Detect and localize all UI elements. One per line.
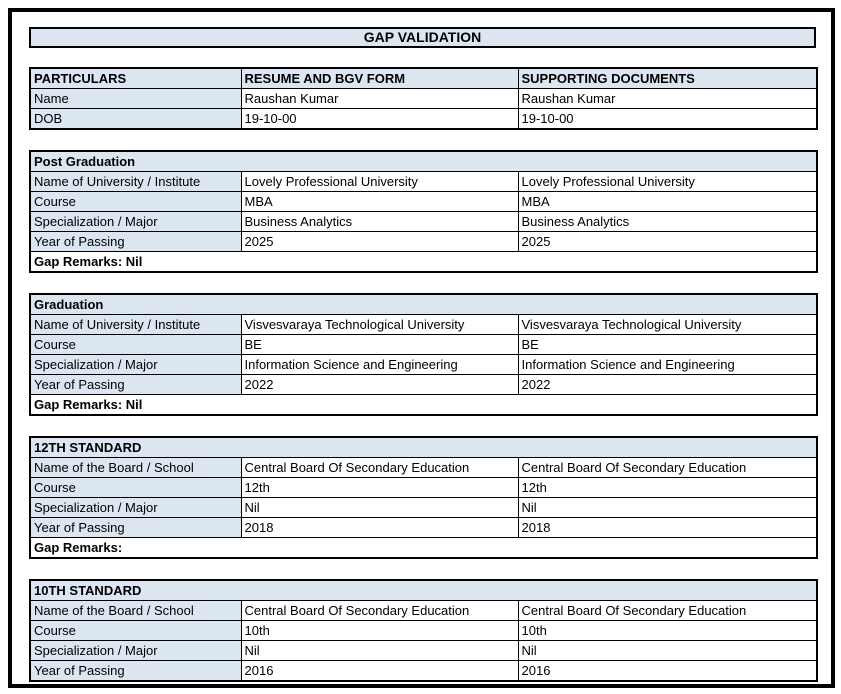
resume-value: 2018 bbox=[241, 518, 518, 538]
table-row-dob bbox=[30, 109, 817, 130]
tenth-standard-table bbox=[29, 579, 818, 682]
supporting-value: Business Analytics bbox=[518, 212, 817, 232]
table-row bbox=[30, 315, 817, 335]
resume-value: Visvesvaraya Technological University bbox=[241, 315, 518, 335]
row-label: Name of the Board / School bbox=[30, 601, 241, 621]
section-heading-row bbox=[30, 437, 817, 458]
table-row bbox=[30, 375, 817, 395]
table-row bbox=[30, 478, 817, 498]
particulars-table bbox=[29, 67, 818, 130]
resume-value: 2016 bbox=[241, 661, 518, 682]
table-row bbox=[30, 192, 817, 212]
row-label: Specialization / Major bbox=[30, 641, 241, 661]
document-frame bbox=[8, 8, 835, 688]
table-row bbox=[30, 498, 817, 518]
page-title: GAP VALIDATION bbox=[29, 27, 816, 48]
supporting-value: 12th bbox=[518, 478, 817, 498]
table-row bbox=[30, 172, 817, 192]
row-label: Specialization / Major bbox=[30, 355, 241, 375]
section-heading: 12TH STANDARD bbox=[30, 437, 817, 458]
row-label: DOB bbox=[30, 109, 241, 130]
resume-value: 19-10-00 bbox=[241, 109, 518, 130]
supporting-value: Information Science and Engineering bbox=[518, 355, 817, 375]
supporting-value: 19-10-00 bbox=[518, 109, 817, 130]
graduation-table bbox=[29, 293, 818, 416]
table-row bbox=[30, 212, 817, 232]
resume-value: Nil bbox=[241, 498, 518, 518]
document-content bbox=[12, 12, 831, 682]
supporting-value: 2022 bbox=[518, 375, 817, 395]
resume-value: BE bbox=[241, 335, 518, 355]
twelfth-standard-table bbox=[29, 436, 818, 559]
resume-value: 2025 bbox=[241, 232, 518, 252]
resume-value: Nil bbox=[241, 641, 518, 661]
supporting-value: Central Board Of Secondary Education bbox=[518, 458, 817, 478]
table-row bbox=[30, 355, 817, 375]
table-row bbox=[30, 601, 817, 621]
supporting-value: 2018 bbox=[518, 518, 817, 538]
gap-remarks-row bbox=[30, 252, 817, 273]
row-label: Course bbox=[30, 192, 241, 212]
supporting-value: Central Board Of Secondary Education bbox=[518, 601, 817, 621]
resume-value: Central Board Of Secondary Education bbox=[241, 458, 518, 478]
supporting-value: Nil bbox=[518, 498, 817, 518]
resume-value: Business Analytics bbox=[241, 212, 518, 232]
col-header-resume-bgv: RESUME AND BGV FORM bbox=[241, 68, 518, 89]
resume-value: Raushan Kumar bbox=[241, 89, 518, 109]
resume-value: Information Science and Engineering bbox=[241, 355, 518, 375]
gap-remarks-row bbox=[30, 395, 817, 416]
row-label: Course bbox=[30, 621, 241, 641]
row-label: Year of Passing bbox=[30, 518, 241, 538]
table-row bbox=[30, 518, 817, 538]
table-row bbox=[30, 458, 817, 478]
resume-value: 10th bbox=[241, 621, 518, 641]
table-row bbox=[30, 641, 817, 661]
col-header-particulars: PARTICULARS bbox=[30, 68, 241, 89]
row-label: Year of Passing bbox=[30, 661, 241, 682]
table-row-name bbox=[30, 89, 817, 109]
post-graduation-table bbox=[29, 150, 818, 273]
row-label: Specialization / Major bbox=[30, 498, 241, 518]
resume-value: 2022 bbox=[241, 375, 518, 395]
supporting-value: MBA bbox=[518, 192, 817, 212]
supporting-value: 2025 bbox=[518, 232, 817, 252]
supporting-value: Lovely Professional University bbox=[518, 172, 817, 192]
gap-remarks-row bbox=[30, 538, 817, 559]
gap-remarks: Gap Remarks: Nil bbox=[30, 252, 817, 273]
resume-value: MBA bbox=[241, 192, 518, 212]
resume-value: Central Board Of Secondary Education bbox=[241, 601, 518, 621]
row-label: Year of Passing bbox=[30, 375, 241, 395]
section-heading: 10TH STANDARD bbox=[30, 580, 817, 601]
table-row bbox=[30, 232, 817, 252]
row-label: Name of the Board / School bbox=[30, 458, 241, 478]
section-heading-row bbox=[30, 580, 817, 601]
section-heading: Post Graduation bbox=[30, 151, 817, 172]
supporting-value: BE bbox=[518, 335, 817, 355]
row-label: Name of University / Institute bbox=[30, 172, 241, 192]
table-row bbox=[30, 621, 817, 641]
supporting-value: Visvesvaraya Technological University bbox=[518, 315, 817, 335]
table-row bbox=[30, 661, 817, 682]
row-label: Course bbox=[30, 478, 241, 498]
gap-remarks: Gap Remarks: bbox=[30, 538, 817, 559]
resume-value: Lovely Professional University bbox=[241, 172, 518, 192]
gap-remarks: Gap Remarks: Nil bbox=[30, 395, 817, 416]
table-header-row bbox=[30, 68, 817, 89]
row-label: Course bbox=[30, 335, 241, 355]
section-heading-row bbox=[30, 151, 817, 172]
supporting-value: 2016 bbox=[518, 661, 817, 682]
section-heading: Graduation bbox=[30, 294, 817, 315]
section-heading-row bbox=[30, 294, 817, 315]
col-header-supporting-docs: SUPPORTING DOCUMENTS bbox=[518, 68, 817, 89]
supporting-value: Raushan Kumar bbox=[518, 89, 817, 109]
row-label: Name of University / Institute bbox=[30, 315, 241, 335]
row-label: Specialization / Major bbox=[30, 212, 241, 232]
supporting-value: Nil bbox=[518, 641, 817, 661]
resume-value: 12th bbox=[241, 478, 518, 498]
row-label: Year of Passing bbox=[30, 232, 241, 252]
row-label: Name bbox=[30, 89, 241, 109]
table-row bbox=[30, 335, 817, 355]
supporting-value: 10th bbox=[518, 621, 817, 641]
